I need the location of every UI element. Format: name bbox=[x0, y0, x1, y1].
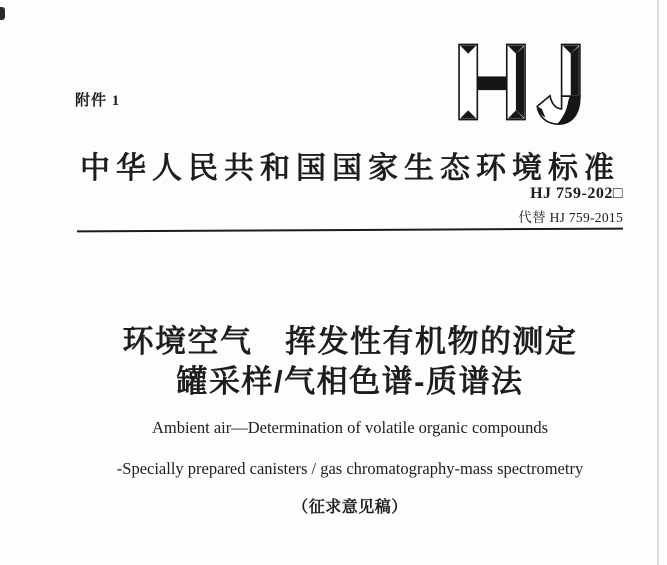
replaces-note: 代替 HJ 759-2015 bbox=[518, 210, 623, 225]
hj-logo-graphic bbox=[456, 38, 588, 126]
document-title-en-line2: -Specially prepared canisters / gas chromatography-mass spectrometry bbox=[116, 459, 584, 478]
document-title-en-line1: Ambient air—Determination of volatile organic compounds bbox=[151, 418, 549, 437]
standard-number: HJ 759-202□ bbox=[530, 185, 623, 202]
document-title-cn-line2: 罐采样/气相色谱-质谱法 bbox=[176, 364, 524, 399]
document-title-cn-line1: 环境空气 挥发性有机物的测定 bbox=[122, 324, 578, 359]
hj-logo bbox=[456, 38, 588, 126]
attachment-label: 附件 1 bbox=[75, 93, 121, 109]
scan-artifact-speck bbox=[0, 7, 5, 20]
scan-edge-line bbox=[657, 0, 659, 565]
masthead-rule bbox=[77, 228, 623, 233]
standard-masthead-title: 中华人民共和国国家生态环境标准 bbox=[80, 152, 620, 185]
draft-status-note: （征求意见稿） bbox=[292, 499, 408, 516]
